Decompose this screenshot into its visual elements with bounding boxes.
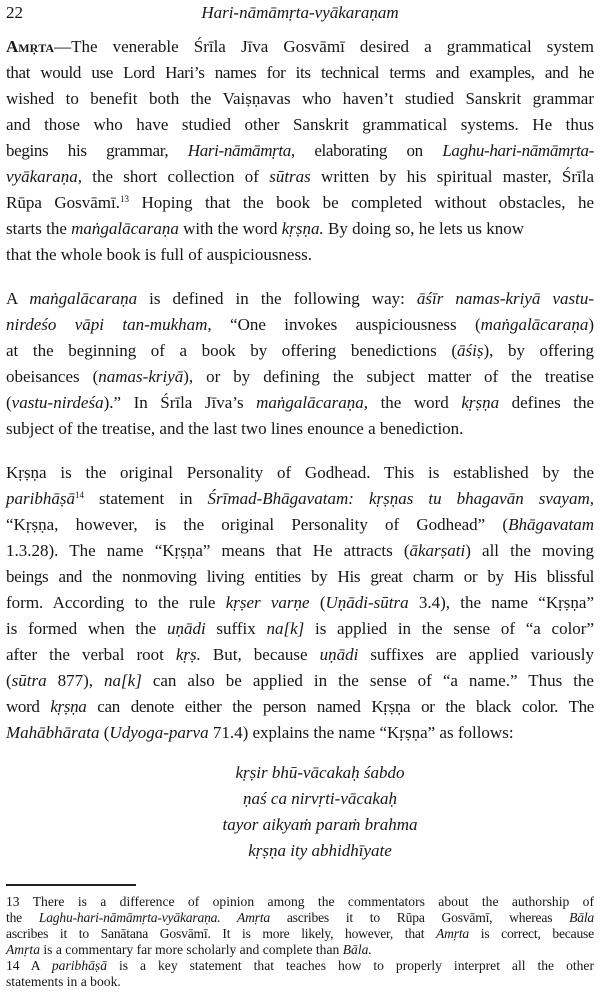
italic-term: maṅgalācaraṇa [480,315,589,334]
text-run: can also be applied in the sense of “a name.” Thus the [141,671,594,690]
italic-term: maṅgalācaraṇa [29,289,138,308]
verse-line: ṇaś ca nirvṛti-vācakaḥ [243,789,397,808]
italic-term: Bāla. [342,941,372,957]
running-title: Hari-nāmāmṛta-vyākaraṇam [201,3,399,22]
text-line [6,164,594,190]
text-line [6,216,594,242]
text-run: “One invokes auspiciousness ( [211,315,481,334]
italic-term: kṛṣṇa [50,697,87,716]
paragraph-krsna-etymology [6,460,594,746]
text-run: is a key statement that teaches how to properly interpret all the other [107,957,594,973]
italic-term: Śrīmad-Bhāgavatam: kṛṣṇas tu bhagavān svayam, [207,489,595,508]
italic-term: Uṇādi-sūtra [325,593,409,612]
text-run: the [6,909,39,925]
verse-block [6,760,600,864]
page-number: 22 [6,3,23,22]
text-run: —The venerable Śrīla Jīva Gosvāmī desired a grammatical system [54,37,594,56]
italic-term: sūtras [269,167,311,186]
text-line [6,190,594,216]
text-line [6,338,594,364]
text-run: word [6,697,51,716]
text-line [6,926,594,942]
text-run: elaborating on [294,141,443,160]
text-run: the word [368,393,462,412]
text-run: obeisances ( [6,367,99,386]
verse-line: kṛṣir bhū-vācakaḥ śabdo [235,763,405,782]
text-run: form. According to the rule [6,593,226,612]
italic-term: vyākaraṇa, [6,167,83,186]
text-line [6,390,594,416]
text-run: after the verbal root [6,645,176,664]
text-run: at the beginning of a book by offering benedictions ( [6,341,458,360]
text-run: 14 A [6,957,52,973]
text-run: written by his spiritual master, Śrīla [310,167,594,186]
italic-term: Bhāgavatam [508,515,594,534]
text-run: ), by offering [483,341,595,360]
running-header [6,2,594,24]
italic-term: nirdeśo vāpi tan-mukham, [6,315,212,334]
italic-term: uṇādi [166,619,206,638]
italic-term: na[k] [266,619,305,638]
italic-term: āśiṣ [457,341,484,360]
text-run: starts the [6,219,72,238]
text-run: ascribes it to Rūpa Gosvāmī, whereas [270,909,570,925]
text-run: Hoping that the book be completed without obstacles, he [129,193,594,212]
text-run: that the whole book is full of auspiciousness. [6,245,312,264]
text-run: is formed when the [6,619,167,638]
text-run: But, because [200,645,320,664]
text-run: with the word [178,219,282,238]
text-line [6,138,594,164]
text-line [6,60,594,86]
italic-term: vastu-nirdeśa [11,393,104,412]
italic-term: Laghu-hari-nāmāmṛta- [442,141,594,160]
text-line [6,416,594,442]
italic-term: namas-kriyā [98,367,184,386]
text-run: Rūpa Gosvāmī. [6,193,120,212]
commentary-name: Amṛta [6,37,55,56]
italic-term: maṅgalācaraṇa [71,219,179,238]
text-line [6,242,594,268]
paragraph-mangalacarana-definition [6,286,594,442]
text-run: ) [588,315,595,334]
text-line [6,642,594,668]
text-run: ( [6,671,12,690]
text-run: A [6,289,30,308]
text-run: suffix [205,619,267,638]
text-run: statements in a book. [6,973,121,989]
text-run: ).” In Śrīla Jīva’s [103,393,257,412]
italic-term: kṛṣ. [175,645,201,664]
text-line [6,720,594,746]
text-run: By doing so, he lets us know [323,219,525,238]
text-line [6,894,594,910]
italic-term: paribhāṣā [51,957,107,973]
text-line [6,668,594,694]
text-line [6,112,594,138]
footnote-reference[interactable]: 13 [120,194,129,204]
text-run: statement in [83,489,208,508]
text-line [6,286,594,312]
italic-term: Hari-nāmāmṛta, [187,141,295,160]
text-run: the short collection of [82,167,270,186]
text-run: 71.4) explains the name “Kṛṣṇa” as follows: [208,723,514,742]
text-run: that would use Lord Hari’s names for its technical terms and examples, and he [6,63,594,82]
text-line [6,616,594,642]
text-run: is applied in the sense of “a color” [304,619,594,638]
text-run: ascribes it to Sanātana Gosvāmī. It is more likely, however, that [6,925,437,941]
footnote-divider [6,884,136,886]
text-line [6,564,594,590]
italic-term: na[k] [104,671,142,690]
italic-term: ākarṣati [409,541,466,560]
text-line [6,694,594,720]
text-run: ( [309,593,326,612]
text-run: 877), [46,671,105,690]
text-line [6,590,594,616]
text-run: 3.4), the name “Kṛṣṇa” [408,593,594,612]
text-run: Kṛṣṇa is the original Personality of Godhead. This is established by the [6,463,594,482]
text-run: and those who have studied other Sanskrit grammatical systems. He thus [6,115,594,134]
text-line [6,86,594,112]
text-line [6,910,594,926]
italic-term: Amṛta [436,925,470,941]
italic-term: kṛṣṇa. [281,219,324,238]
italic-term: paribhāṣā [6,489,75,508]
italic-term: kṛṣer varṇe [225,593,310,612]
text-run: is defined in the following way: [137,289,417,308]
text-line [6,34,594,60]
text-line [6,486,594,512]
text-line [6,942,594,958]
italic-term: Mahābhārata [6,723,100,742]
text-line [6,512,594,538]
italic-term: kṛṣṇa [461,393,500,412]
italic-term: Laghu-hari-nāmāmṛta-vyākaraṇa. Amṛta [38,909,271,925]
text-run: begins his grammar, [6,141,188,160]
text-run: wished to benefit both the Vaiṣṇavas who haven’t studied Sanskrit grammar [6,89,594,108]
text-run: subject of the treatise, and the last two lines enounce a benediction. [6,419,464,438]
text-run: beings and the nonmoving living entities by His great charm or by His blissful [6,567,594,586]
text-run: ) all the moving [465,541,594,560]
text-run: ( [99,723,110,742]
verse-line: kṛṣṇa ity abhidhīyate [248,841,392,860]
text-line [6,364,594,390]
italic-term: maṅgalācaraṇa, [256,393,369,412]
italic-term: Bāla [569,909,594,925]
italic-term: Amṛta [6,941,40,957]
text-line [6,460,594,486]
text-run: 13 There is a difference of opinion among the commentators about the authorship of [6,893,594,909]
text-run: is a commentary far more scholarly and complete than [39,941,343,957]
text-run: can denote either the person named Kṛṣṇa or the black color. The [86,697,594,716]
text-run: suffixes are applied variously [358,645,595,664]
text-run: defines the [499,393,594,412]
text-line [6,312,594,338]
text-run: ( [6,393,12,412]
italic-term: Udyoga-parva [109,723,209,742]
text-line [6,538,594,564]
text-run: ), or by defining the subject matter of the treatise [183,367,594,386]
text-run: 1.3.28). The name “Kṛṣṇa” means that He attracts ( [6,541,410,560]
italic-term: sūtra [11,671,47,690]
footnotes [6,894,594,990]
italic-term: uṇādi [319,645,359,664]
footnote-reference[interactable]: 14 [74,490,84,500]
text-run: “Kṛṣṇa, however, is the original Personality of Godhead” ( [6,515,509,534]
paragraph-amrta-commentary [6,34,594,268]
text-run: is correct, because [469,925,594,941]
verse-line: tayor aikyaṁ paraṁ brahma [222,815,418,834]
italic-term: āśīr namas-kriyā vastu- [416,289,595,308]
text-line [6,958,594,974]
text-line [6,974,594,990]
